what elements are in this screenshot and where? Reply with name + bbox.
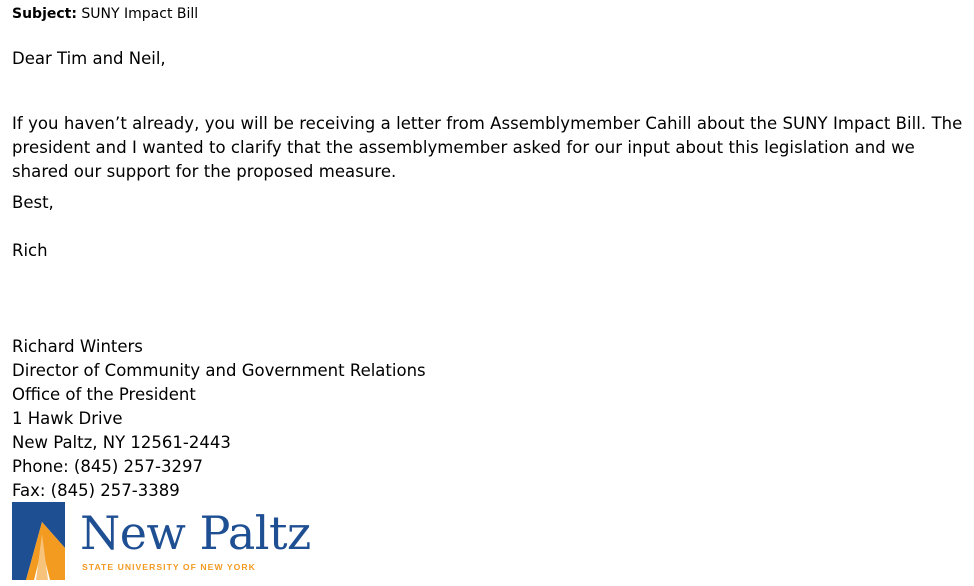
body-paragraph: If you haven’t already, you will be receiving a letter from Assemblymember Cahill about the SUNY Impact Bill. The president and I wanted to clarify that the assemblymember asked for our input about this legislation and we shared our support for the proposed measure. <box>12 113 963 181</box>
subject-label: Subject: <box>12 6 77 22</box>
greeting: Dear Tim and Neil, <box>12 49 166 68</box>
email-signature <box>12 335 426 503</box>
signature-office: Office of the President <box>12 385 196 404</box>
subject-value: SUNY Impact Bill <box>81 6 199 22</box>
signoff-name: Rich <box>12 241 48 260</box>
logo-wordmark: New Paltz <box>80 506 311 560</box>
signature-title: Director of Community and Government Relations <box>12 361 426 380</box>
signature-phone: Phone: (845) 257-3297 <box>12 457 203 476</box>
logo-mark-icon <box>12 502 65 580</box>
closing: Best, <box>12 193 54 212</box>
subject-line <box>12 5 198 23</box>
logo-tagline: STATE UNIVERSITY OF NEW YORK <box>82 562 256 572</box>
signature-name: Richard Winters <box>12 337 143 356</box>
signature-street: 1 Hawk Drive <box>12 409 123 428</box>
signature-fax: Fax: (845) 257-3389 <box>12 481 180 500</box>
new-paltz-logo <box>12 502 311 582</box>
signature-city: New Paltz, NY 12561-2443 <box>12 433 231 452</box>
